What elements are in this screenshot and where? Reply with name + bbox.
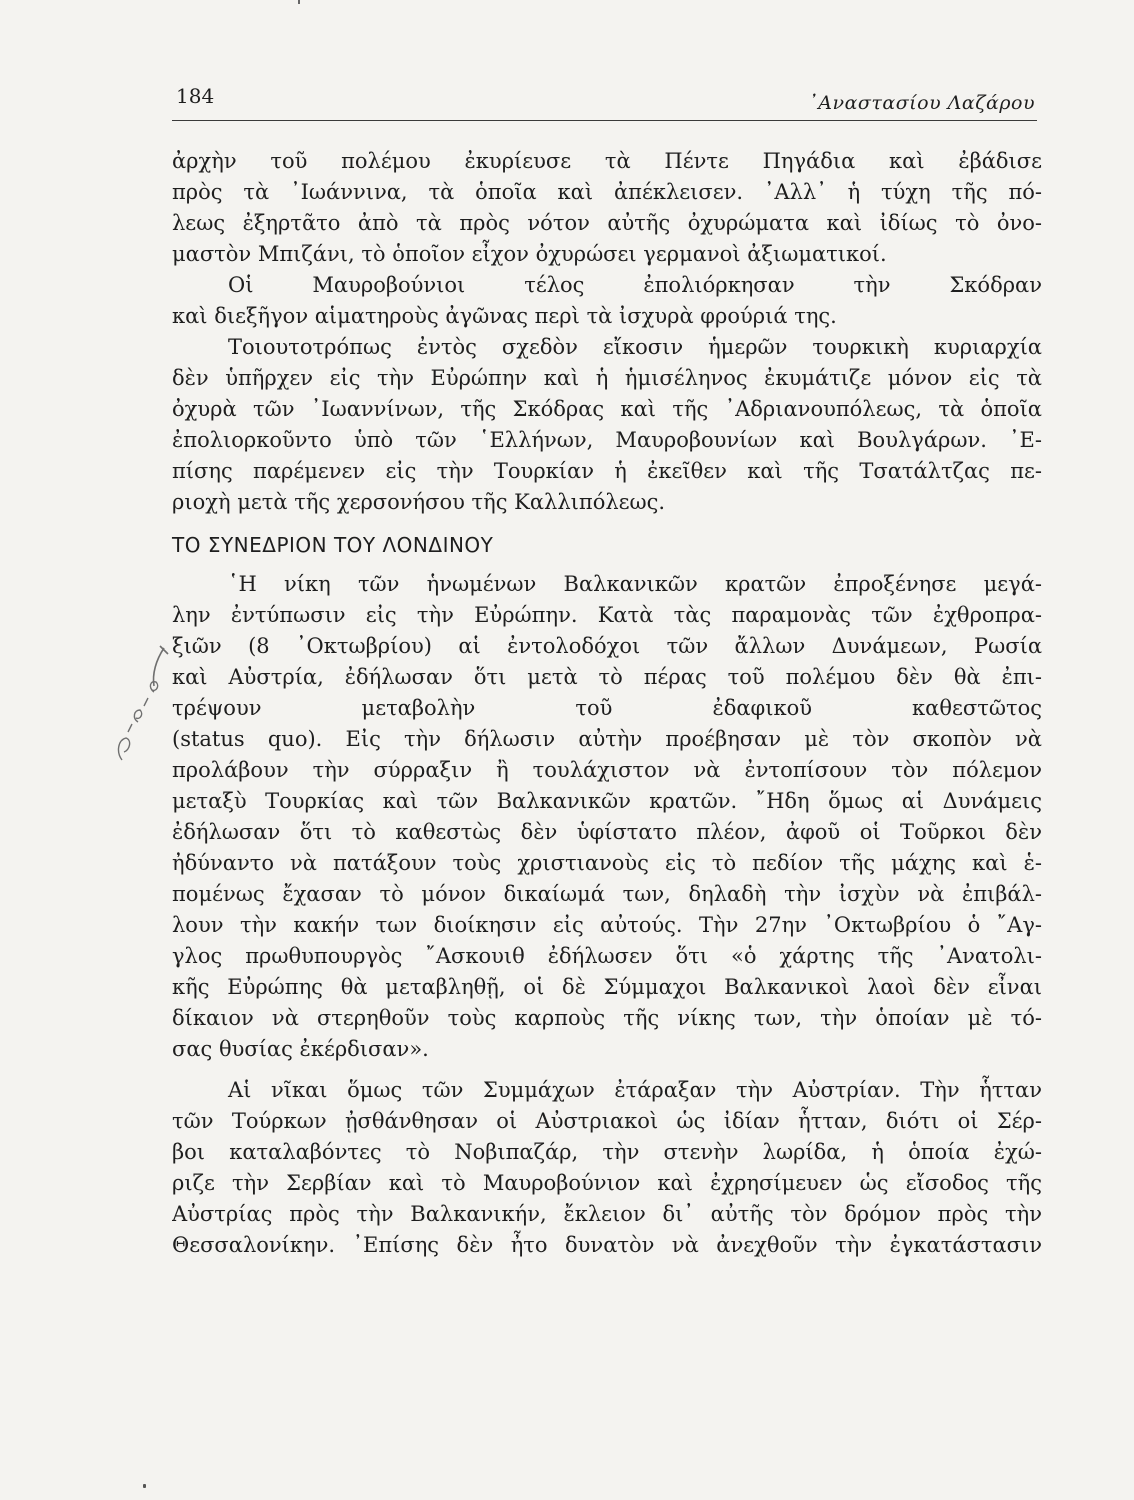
text-line: βοι καταλαβόντες τὸ Νοβιπαζάρ, τὴν στενὴν λωρίδα, ἡ ὁποία ἐχώ-: [172, 1140, 1042, 1164]
text-line: πρὸς τὰ ᾿Ιωάννινα, τὰ ὁποῖα καὶ ἀπέκλεισεν. ᾿Αλλ᾿ ἡ τύχη τῆς πό-: [172, 180, 1042, 204]
paragraph-2: [172, 270, 1042, 332]
text-line: (status quo). Εἰς τὴν δήλωσιν αὐτὴν προέβησαν μὲ τὸν σκοπὸν νὰ: [172, 727, 1042, 751]
text-line: ριζε τὴν Σερβίαν καὶ τὸ Μαυροβούνιον καὶ ἐχρησίμευεν ὡς εἴσοδος τῆς: [172, 1171, 1042, 1195]
page-header: [172, 80, 1037, 121]
text-line: ῾Η νίκη τῶν ἡνωμένων Βαλκανικῶν κρατῶν ἐπροξένησε μεγά-: [228, 572, 1042, 596]
speck: [143, 1484, 146, 1488]
text-line: Θεσσαλονίκην. ᾿Επίσης δὲν ἦτο δυνατὸν νὰ ἀνεχθοῦν τὴν ἐγκατάστασιν: [172, 1233, 1042, 1257]
text-line: ἀρχὴν τοῦ πολέμου ἐκυρίευσε τὰ Πέντε Πηγάδια καὶ ἐβάδισε: [172, 149, 1042, 173]
text-line: μαστὸν Μπιζάνι, τὸ ὁποῖον εἶχον ὀχυρώσει γερμανοὶ ἀξιωματικοί.: [172, 242, 887, 266]
paragraph-5: [172, 1075, 1042, 1261]
text-line: ριοχὴ μετὰ τῆς χερσονήσου τῆς Καλλιπόλεως.: [172, 490, 666, 514]
text-line: λεως ἐξηρτᾶτο ἀπὸ τὰ πρὸς νότον αὐτῆς ὀχυρώματα καὶ ἰδίως τὸ ὀνο-: [172, 211, 1042, 235]
paragraph-1: [172, 146, 1042, 270]
text-line: μεταξὺ Τουρκίας καὶ τῶν Βαλκανικῶν κρατῶν. ῎Ηδη ὅμως αἱ Δυνάμεις: [172, 789, 1042, 813]
speck: [298, 0, 300, 4]
text-line: σας θυσίας ἐκέρδισαν».: [172, 1037, 429, 1061]
text-line: δίκαιον νὰ στερηθοῦν τοὺς καρποὺς τῆς νίκης των, τὴν ὁποίαν μὲ τό-: [172, 1006, 1042, 1030]
paragraph-4: [172, 569, 1042, 1065]
text-line: τρέψουν μεταβολὴν τοῦ ἐδαφικοῦ καθεστῶτος: [172, 696, 1042, 720]
page-number: 184: [176, 84, 215, 108]
section-title: ΤΟ ΣΥΝΕΔΡΙΟΝ ΤΟΥ ΛΟΝΔΙΝΟΥ: [172, 533, 494, 557]
text-line: καὶ Αὐστρία, ἐδήλωσαν ὅτι μετὰ τὸ πέρας τοῦ πολέμου δὲν θὰ ἐπι-: [172, 665, 1042, 689]
text-line: πομένως ἔχασαν τὸ μόνον δικαίωμά των, δηλαδὴ τὴν ἰσχὺν νὰ ἐπιβάλ-: [172, 882, 1042, 906]
text-line: ἐδήλωσαν ὅτι τὸ καθεστὼς δὲν ὑφίστατο πλέον, ἀφοῦ οἱ Τοῦρκοι δὲν: [172, 820, 1042, 844]
text-line: Οἱ Μαυροβούνιοι τέλος ἐπολιόρκησαν τὴν Σκόδραν: [228, 273, 1042, 297]
text-line: τῶν Τούρκων ᾐσθάνθησαν οἱ Αὐστριακοὶ ὡς ἰδίαν ἧτταν, διότι οἱ Σέρ-: [172, 1109, 1042, 1133]
text-line: ἐπολιορκοῦντο ὑπὸ τῶν ῾Ελλήνων, Μαυροβουνίων καὶ Βουλγάρων. ᾿Ε-: [172, 428, 1042, 452]
text-line: ἠδύναντο νὰ πατάξουν τοὺς χριστιανοὺς εἰς τὸ πεδίον τῆς μάχης καὶ ἑ-: [172, 851, 1042, 875]
paragraph-gap: [172, 1065, 1042, 1075]
text-line: λην ἐντύπωσιν εἰς τὴν Εὐρώπην. Κατὰ τὰς παραμονὰς τῶν ἐχθροπρα-: [172, 603, 1042, 627]
handwritten-date-annotation: [104, 640, 174, 770]
text-line: ξιῶν (8 ᾿Οκτωβρίου) αἱ ἐντολοδόχοι τῶν ἄλλων Δυνάμεων, Ρωσία: [172, 634, 1042, 658]
paragraph-3: [172, 332, 1042, 518]
text-line: κῆς Εὐρώπης θὰ μεταβληθῇ, οἱ δὲ Σύμμαχοι Βαλκανικοὶ λαοὶ δὲν εἶναι: [172, 975, 1042, 999]
running-head: ᾿Αναστασίου Λαζάρου: [808, 92, 1035, 114]
text-line: δὲν ὑπῆρχεν εἰς τὴν Εὐρώπην καὶ ἡ ἡμισέληνος ἐκυμάτιζε μόνον εἰς τὰ: [172, 366, 1042, 390]
text-line: Αὐστρίας πρὸς τὴν Βαλκανικήν, ἔκλειον δι᾿ αὐτῆς τὸν δρόμον πρὸς τὴν: [172, 1202, 1042, 1226]
text-line: ὀχυρὰ τῶν ᾿Ιωαννίνων, τῆς Σκόδρας καὶ τῆς ᾿Αδριανουπόλεως, τὰ ὁποῖα: [172, 397, 1042, 421]
text-line: πίσης παρέμενεν εἰς τὴν Τουρκίαν ἡ ἐκεῖθεν καὶ τῆς Τσατάλτζας πε-: [172, 459, 1042, 483]
text-line: λουν τὴν κακήν των διοίκησιν εἰς αὐτούς. Τὴν 27ην ᾿Οκτωβρίου ὁ ῎Αγ-: [172, 913, 1042, 937]
page-body: [172, 146, 1042, 1261]
text-line: προλάβουν τὴν σύρραξιν ἢ τουλάχιστον νὰ ἐντοπίσουν τὸν πόλεμον: [172, 758, 1042, 782]
text-line: Τοιουτοτρόπως ἐντὸς σχεδὸν εἴκοσιν ἡμερῶν τουρκικὴ κυριαρχία: [228, 335, 1042, 359]
text-line: γλος πρωθυπουργὸς ῎Ασκουιθ ἐδήλωσεν ὅτι «ὁ χάρτης τῆς ᾿Ανατολι-: [172, 944, 1042, 968]
text-line: Αἱ νῖκαι ὅμως τῶν Συμμάχων ἐτάραξαν τὴν Αὐστρίαν. Τὴν ἧτταν: [228, 1078, 1042, 1102]
text-line: καὶ διεξῆγον αἱματηροὺς ἀγῶνας περὶ τὰ ἰσχυρὰ φρούριά της.: [172, 304, 837, 328]
